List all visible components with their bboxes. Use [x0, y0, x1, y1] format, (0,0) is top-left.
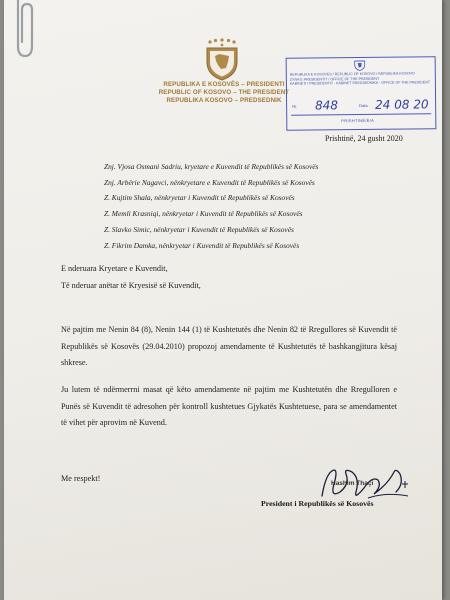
recipient-item: Z. Fikrim Damka, nënkryetar i Kuvendit të Republikës së Kosovës	[104, 240, 300, 250]
recipient-item: Z. Slavko Simic, nënkryetar i Kuvendit të Republikës së Kosovës	[104, 224, 294, 234]
salutation-members: Të nderuar anëtar të Kryesisë së Kuvendit,	[61, 281, 201, 290]
registry-stamp	[286, 56, 437, 131]
closing: Me respekt!	[61, 474, 101, 483]
body-paragraph-2: Ju lutem të ndërmerrni masat që këto amendamente në pajtim me Kushtetutën dhe Rregulloren e Punës së Kuvendit të adresohen për kontroll kushtetues Gjykatës Kushtetuese, para se amendamentet të vihet për aprovim në Kuvend.	[61, 385, 397, 427]
recipient-item: Z. Kujtim Shala, nënkryetar i Kuvendit të Republikës së Kosovës	[104, 193, 295, 203]
recipient-item: Znj. Arbërie Nagavci, nënkryetare e Kuvendit të Republikës së Kosovës	[104, 177, 315, 187]
recipient-list	[104, 159, 424, 253]
stamp-line-3: KABINETI I PRESIDENTIT - KABINET PREDSEDNIKA - OFFICE OF THE PRESIDENT	[289, 80, 430, 86]
stamp-date: 24 08 20	[375, 97, 429, 112]
letterhead	[154, 81, 294, 106]
letterhead-line-english: REPUBLIC OF KOSOVO – THE PRESIDENT	[158, 89, 290, 97]
document-date: Prishtinë, 24 gusht 2020	[325, 134, 403, 143]
letterhead-line-serbian: REPUBLIKA KOSOVO – PREDSEDNIK	[166, 97, 282, 105]
stamp-place: PRISHTINË/Ë/A	[341, 117, 375, 124]
salutation-speaker: E nderuara Kryetare e Kuvendit,	[61, 264, 168, 273]
paper-clip-icon	[8, 0, 42, 62]
stamp-line-1: REPUBLIKA E KOSOVËS / REPUBLIC OF KOSOVO / REPUBLIKA KOSOVO	[289, 71, 415, 77]
document-page	[4, 0, 442, 600]
recipient-item: Z. Memli Krasniqi, nënkryetar i Kuvendit të Republikës së Kosovës	[104, 209, 303, 219]
stamp-date-label: Data	[359, 102, 368, 109]
stamp-emblem-icon	[354, 60, 366, 71]
stamp-number: 848	[315, 98, 339, 113]
kosovo-coat-of-arms-icon	[201, 38, 243, 82]
stamp-line-2: ZYRA E PRESIDENTIT / OFFICE OF THE PRESIDENT	[289, 76, 380, 82]
recipient-item: Znj. Vjosa Osmani Sadriu, kryetare e Kuvendit të Republikës së Kosovës	[104, 162, 319, 171]
body-paragraph-1: Në pajtim me Nenin 84 (8), Nenin 144 (1) të Kushtetutës dhe Nenin 82 të Rregullores së Kuvendit të Republikës së Kosovës (29.04.2010) propozoj amendamente të Kushtetutës të bashkangjitura kësaj shkrese.	[61, 325, 397, 367]
stamp-number-label: Nr.	[292, 103, 298, 109]
signatory-title: President i Republikës së Kosovës	[261, 499, 374, 508]
signatory-name: Hashim Thaçi	[331, 480, 374, 487]
letterhead-line-albanian: REPUBLIKA E KOSOVËS – PRESIDENTI	[163, 81, 285, 88]
